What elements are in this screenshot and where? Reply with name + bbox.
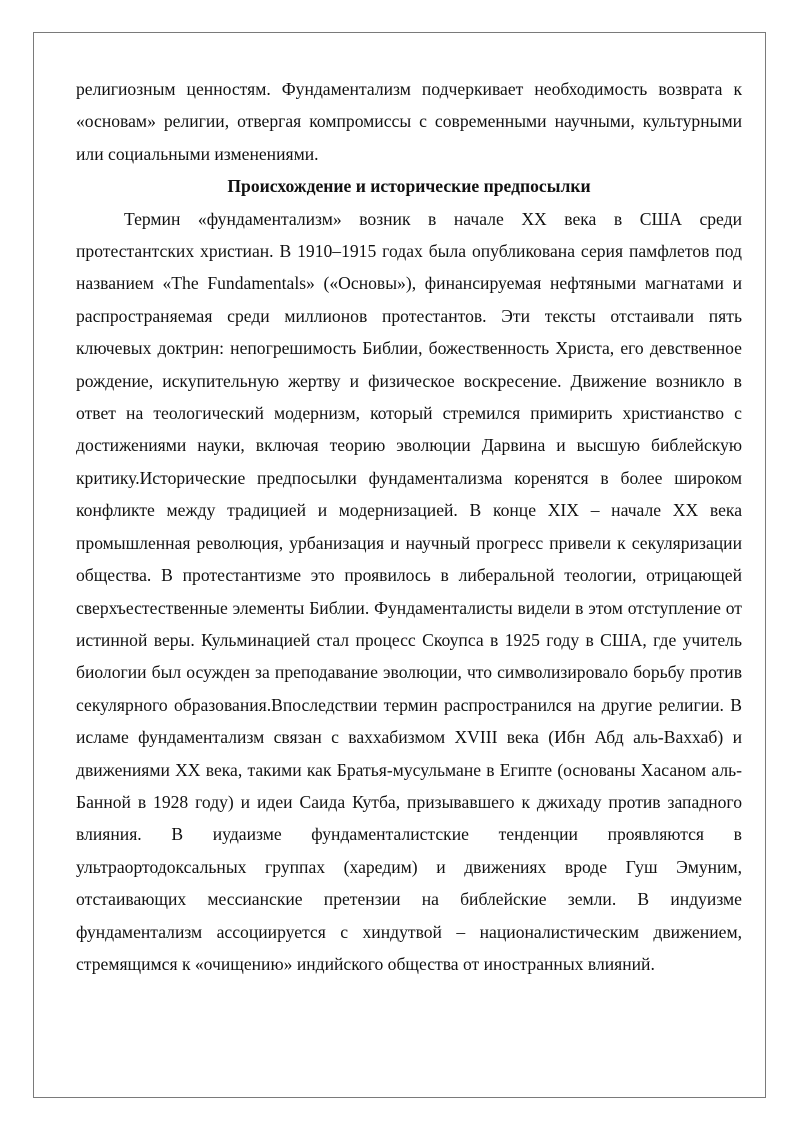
document-body <box>76 73 742 980</box>
intro-paragraph: религиозным ценностям. Фундаментализм подчеркивает необходимость возврата к «основам» религии, отвергая компромиссы с современными научными, культурными или социальными изменениями. <box>76 79 742 164</box>
section-heading: Происхождение и исторические предпосылки <box>227 176 591 197</box>
body-paragraph: Термин «фундаментализм» возник в начале XX века в США среди протестантских христиан. В 1910–1915 годах была опубликована серия памфлетов под названием «The Fundamentals» («Основы»), финансируемая нефтяными магнатами и распространяемая среди миллионов протестантов. Эти тексты отстаивали пять ключевых доктрин: непогрешимость Библии, божественность Христа, его девственное рождение, искупительную жертву и физическое воскресение. Движение возникло в ответ на теологический модернизм, который стремился примирить христианство с достижениями науки, включая теорию эволюции Дарвина и высшую библейскую критику.Исторические предпосылки фундаментализма коренятся в более широком конфликте между традицией и модернизацией. В конце XIX – начале XX века промышленная революция, урбанизация и научный прогресс привели к секуляризации общества. В протестантизме это проявилось в либеральной теологии, отрицающей сверхъестественные элементы Библии. Фундаменталисты видели в этом отступление от истинной веры. Кульминацией стал процесс Скоупса в 1925 году в США, где учитель биологии был осужден за преподавание эволюции, что символизировало борьбу против секулярного образования.Впоследствии термин распространился на другие религии. В исламе фундаментализм связан с ваххабизмом XVIII века (Ибн Абд аль-Ваххаб) и движениями XX века, такими как Братья-мусульмане в Египте (основаны Хасаном аль-Банной в 1928 году) и идеи Саида Кутба, призывавшего к джихаду против западного влияния. В иудаизме фундаменталистские тенденции проявляются в ультраортодоксальных группах (харедим) и движениях вроде Гуш Эмуним, отстаивающих мессианские претензии на библейские земли. В индуизме фундаментализм ассоциируется с хиндутвой – националистическим движением, стремящимся к «очищению» индийского общества от иностранных влияний. <box>76 208 742 974</box>
